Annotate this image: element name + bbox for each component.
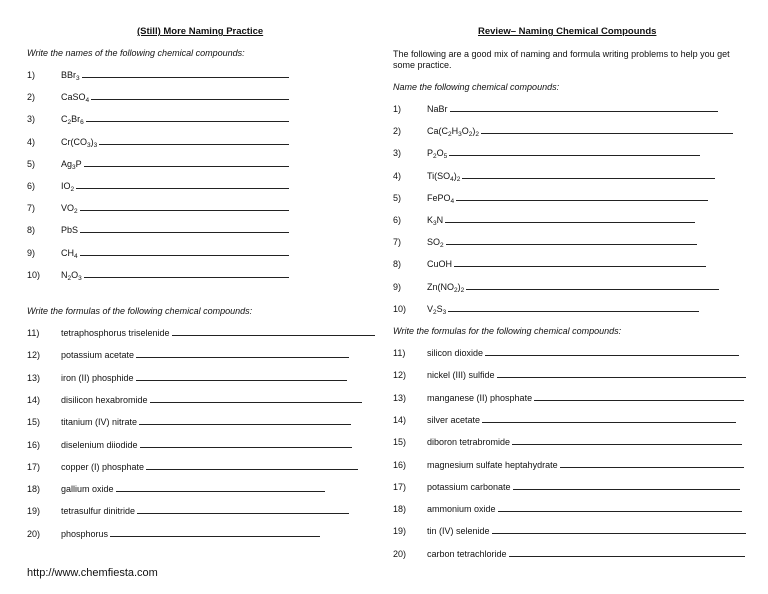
question-number: 6) <box>393 215 402 225</box>
footer-url[interactable]: http://www.chemfiesta.com <box>27 567 158 579</box>
question-row <box>393 255 706 269</box>
chemical-formula: $N_2O_3$ <box>61 269 82 282</box>
answer-line[interactable] <box>136 357 349 358</box>
question-row <box>27 480 325 494</box>
compound-name: carbon tetrachloride <box>427 548 507 559</box>
answer-line[interactable] <box>116 491 325 492</box>
question-row <box>393 189 708 203</box>
question-number: 5) <box>27 158 36 169</box>
question-row <box>27 525 320 539</box>
question-number: 7) <box>393 237 402 248</box>
question-row <box>393 144 700 161</box>
question-row <box>393 411 736 425</box>
answer-line[interactable] <box>82 77 289 78</box>
answer-line[interactable] <box>80 255 289 256</box>
question-number: 4) <box>27 136 36 147</box>
question-number: 9) <box>27 247 36 258</box>
question-number: 16) <box>27 439 41 450</box>
answer-line[interactable] <box>110 536 320 537</box>
question-row <box>27 436 352 450</box>
question-number: 7) <box>27 203 36 214</box>
answer-line[interactable] <box>482 422 736 423</box>
answer-line[interactable] <box>492 533 746 534</box>
chemical-formula: $Cr(CO_3)_3$ <box>61 136 98 149</box>
answer-line[interactable] <box>91 99 289 100</box>
question-number: 2) <box>393 126 402 137</box>
question-row <box>27 110 289 127</box>
answer-line[interactable] <box>560 467 744 468</box>
question-number: 1) <box>393 104 402 114</box>
compound-name: tetraphosphorus triselenide <box>61 328 170 338</box>
answer-line[interactable] <box>485 355 739 356</box>
answer-line[interactable] <box>498 511 742 512</box>
chemical-formula: NaBr <box>427 104 448 114</box>
question-number: 13) <box>27 372 41 383</box>
right-formula-instructions: Write the formulas for the following chemical compounds: <box>393 326 622 336</box>
answer-line[interactable] <box>454 266 706 267</box>
question-number: 13) <box>393 392 407 403</box>
chemical-formula: CuOH <box>427 259 453 270</box>
question-number: 10) <box>393 303 407 314</box>
right-title: Review– Naming Chemical Compounds <box>478 26 657 37</box>
question-number: 12) <box>393 370 407 381</box>
question-number: 15) <box>27 417 41 428</box>
answer-line[interactable] <box>448 311 699 312</box>
question-number: 14) <box>393 414 407 425</box>
chemical-formula: $CH_4$ <box>61 247 78 260</box>
question-number: 18) <box>393 504 407 515</box>
answer-line[interactable] <box>150 402 362 403</box>
question-number: 20) <box>393 548 407 559</box>
question-row <box>393 478 740 492</box>
chemical-formula: $Zn(NO_2)_2$ <box>427 281 465 294</box>
question-row <box>27 88 289 105</box>
right-naming-instructions: Name the following chemical compounds: <box>393 82 560 92</box>
question-number: 16) <box>393 459 407 470</box>
question-number: 5) <box>393 192 402 203</box>
question-row <box>393 366 746 380</box>
answer-line[interactable] <box>456 200 708 201</box>
compound-name: titanium (IV) nitrate <box>61 417 138 428</box>
question-number: 6) <box>27 181 36 191</box>
compound-name: copper (I) phosphate <box>61 461 145 472</box>
question-row <box>27 266 289 280</box>
answer-line[interactable] <box>450 111 718 112</box>
compound-name: manganese (II) phosphate <box>427 392 533 403</box>
answer-line[interactable] <box>139 424 351 425</box>
right-intro: The following are a good mix of naming and formula writing problems to help you get some practice. <box>393 49 730 70</box>
chemical-formula: $V_2S_3$ <box>427 303 447 316</box>
question-row <box>27 369 347 383</box>
question-row <box>27 391 362 405</box>
answer-line[interactable] <box>99 144 289 145</box>
question-number: 19) <box>393 526 407 537</box>
answer-line[interactable] <box>137 513 349 514</box>
chemical-formula: $P_2O_5$ <box>427 148 448 161</box>
answer-line[interactable] <box>136 380 347 381</box>
answer-line[interactable] <box>462 178 715 179</box>
question-number: 17) <box>393 481 407 492</box>
answer-line[interactable] <box>497 377 746 378</box>
answer-line[interactable] <box>446 244 697 245</box>
question-row <box>393 100 718 114</box>
question-number: 8) <box>27 225 36 236</box>
chemical-formula: CaSO$_4$ <box>61 92 90 105</box>
question-row <box>393 456 744 470</box>
answer-line[interactable] <box>509 556 745 557</box>
answer-line[interactable] <box>449 155 700 156</box>
compound-name: diboron tetrabromide <box>427 437 511 448</box>
question-number: 14) <box>27 394 41 405</box>
question-number: 8) <box>393 259 402 270</box>
answer-line[interactable] <box>80 210 289 211</box>
question-row <box>27 244 289 258</box>
chemical-formula: $Ag_3P$ <box>61 158 82 171</box>
question-row <box>27 133 289 147</box>
question-number: 12) <box>27 350 41 361</box>
answer-line[interactable] <box>466 289 719 290</box>
answer-line[interactable] <box>534 400 744 401</box>
chemical-formula: $Ti(SO_4)_2$ <box>427 170 461 183</box>
question-number: 20) <box>27 528 41 539</box>
chemical-formula: $VO_2$ <box>61 203 78 216</box>
question-row <box>393 300 699 314</box>
chemical-formula: PbS <box>61 225 79 236</box>
compound-name: magnesium sulfate heptahydrate <box>427 459 558 470</box>
question-row <box>393 211 695 225</box>
chemical-formula: $Ca(C_2H_3O_2)_2$ <box>427 126 480 139</box>
answer-line[interactable] <box>512 444 742 445</box>
left-formula-instructions: Write the formulas of the following chemical compounds: <box>27 306 253 316</box>
answer-line[interactable] <box>513 489 740 490</box>
question-row <box>27 155 289 169</box>
question-number: 18) <box>27 484 41 495</box>
question-row <box>393 500 742 514</box>
compound-name: potassium acetate <box>61 350 135 361</box>
question-number: 9) <box>393 281 402 292</box>
left-naming-instructions: Write the names of the following chemical compounds: <box>27 48 245 58</box>
chemical-formula: $SO_2$ <box>427 237 444 250</box>
question-number: 11) <box>27 328 40 338</box>
question-row <box>27 413 351 427</box>
question-number: 15) <box>393 437 407 448</box>
compound-name: diselenium diiodide <box>61 439 138 450</box>
answer-line[interactable] <box>146 469 358 470</box>
chemical-formula: $C_2Br_6$ <box>61 114 84 127</box>
chemical-formula: BBr$_3$ <box>61 70 80 82</box>
question-row <box>393 278 719 292</box>
compound-name: silver acetate <box>427 414 481 425</box>
answer-line[interactable] <box>84 277 289 278</box>
left-title: (Still) More Naming Practice <box>137 26 264 37</box>
question-row <box>27 177 289 191</box>
question-number: 11) <box>393 348 406 358</box>
question-number: 19) <box>27 506 41 517</box>
chemical-formula: $K_3N$ <box>427 215 444 227</box>
answer-line[interactable] <box>481 133 733 134</box>
answer-line[interactable] <box>172 335 375 336</box>
answer-line[interactable] <box>140 447 352 448</box>
answer-line[interactable] <box>445 222 695 223</box>
compound-name: tin (IV) selenide <box>427 526 490 537</box>
question-row <box>27 199 289 216</box>
question-row <box>27 221 289 235</box>
compound-name: iron (II) phosphide <box>61 372 134 383</box>
question-row <box>27 458 358 472</box>
answer-line[interactable] <box>76 188 289 189</box>
question-number: 2) <box>27 92 36 103</box>
question-row <box>27 66 289 80</box>
chemical-formula: FePO$_4$ <box>427 192 455 205</box>
question-row <box>393 233 697 250</box>
compound-name: tetrasulfur dinitride <box>61 506 136 517</box>
compound-name: potassium carbonate <box>427 481 511 492</box>
compound-name: phosphorus <box>61 528 109 539</box>
question-number: 17) <box>27 461 41 472</box>
answer-line[interactable] <box>84 166 289 167</box>
question-row <box>27 346 349 360</box>
question-row <box>393 167 715 181</box>
question-number: 10) <box>27 269 41 280</box>
question-row <box>393 122 733 139</box>
compound-name: nickel (III) sulfide <box>427 370 495 381</box>
question-row <box>393 545 745 559</box>
compound-name: gallium oxide <box>61 484 114 495</box>
question-row <box>393 389 744 403</box>
question-row <box>27 324 375 338</box>
compound-name: disilicon hexabromide <box>61 394 148 405</box>
answer-line[interactable] <box>80 232 289 233</box>
question-row <box>393 433 742 447</box>
question-row <box>27 502 349 516</box>
compound-name: silicon dioxide <box>427 348 484 358</box>
question-row <box>393 522 746 536</box>
chemical-formula: $IO_2$ <box>61 181 75 193</box>
question-number: 1) <box>27 70 36 80</box>
question-number: 3) <box>27 114 36 125</box>
question-number: 3) <box>393 148 402 159</box>
question-row <box>393 344 739 358</box>
compound-name: ammonium oxide <box>427 504 496 515</box>
answer-line[interactable] <box>86 121 289 122</box>
question-number: 4) <box>393 170 402 181</box>
